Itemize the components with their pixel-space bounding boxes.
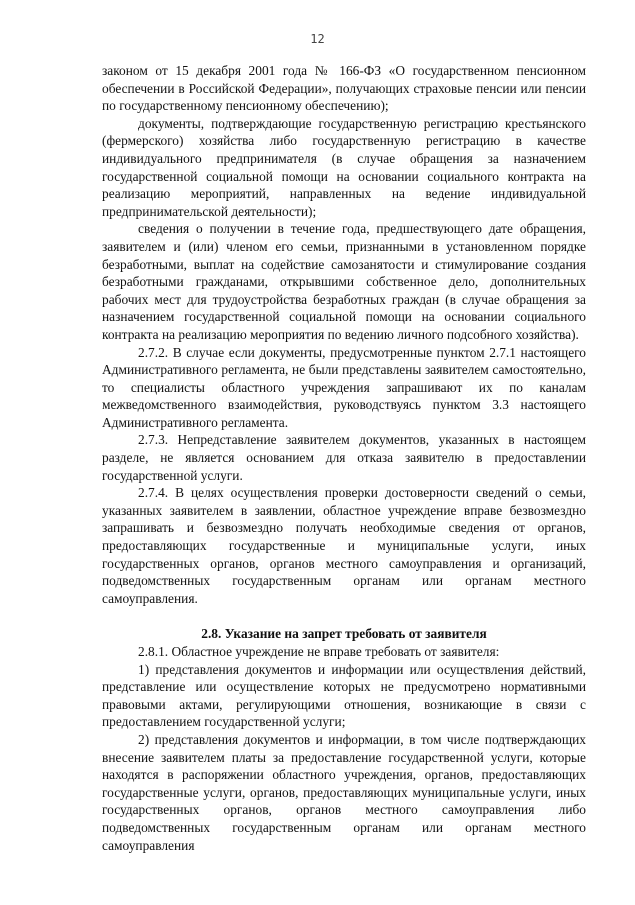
paragraph-pension-law: законом от 15 декабря 2001 года № 166-ФЗ «О государственном пенсионном обеспечении в Российской Федерации», получающих страховые пенсии или пенсии по государственному пенсионному обеспечению);: [102, 63, 586, 114]
paragraph-farm-registration: документы, подтверждающие государственную регистрацию крестьянского (фермерского) хозяйства либо государственную регистрацию в качестве индивидуального предпринимателя (в случае обращения за назначением государственной социальной помощи на основании социального контракта на реализацию мероприятий, направленных на ведение индивидуальной предпринимательской деятельности);: [102, 115, 586, 219]
paragraph-item-1: 1) представления документов и информации или осуществления действий, представление или осуществление которых не предусмотрено нормативными правовыми актами, регулирующими отношения, возникающие в связи с предоставлением государственной услуги;: [102, 661, 586, 730]
section-gap: [102, 607, 586, 625]
paragraph-2-8-1: 2.8.1. Областное учреждение не вправе требовать от заявителя:: [138, 644, 500, 659]
paragraph-2-7-3: 2.7.3. Непредставление заявителем документов, указанных в настоящем разделе, не является основанием для отказа заявителю в предоставлении государственной услуги.: [102, 432, 586, 483]
paragraph-2-7-4: 2.7.4. В целях осуществления проверки достоверности сведений о семьи, указанных заявителем в заявлении, областное учреждение вправе безвозмездно запрашивать и безвозмездно получать необходимые сведения от органов, предоставляющих государственные и муниципальные услуги, иных государственных органов, органов местного самоуправления и организаций, подведомственных государственным органам или органам местного самоуправления.: [102, 485, 586, 606]
paragraph-unemployment-payments: сведения о получении в течение года, предшествующего дате обращения, заявителем и (или) членом его семьи, признанными в установленном порядке безработными, выплат на содействие самозанятости и стимулирование создания безработными гражданами, открывшими собственное дело, дополнительных рабочих мест для трудоустройства безработных граждан (в случае обращения за назначением государственной социальной помощи на основании социального контракта на реализацию мероприятия по ведению личного подсобного хозяйства).: [102, 221, 586, 342]
paragraph-item-2: 2) представления документов и информации, в том числе подтверждающих внесение заявителем платы за предоставление государственной услуги, которые находятся в распоряжении областного учреждения, органов, предоставляющих государственные услуги, органов, предоставляющих муниципальные услуги, иных государственных органов, органов местного самоуправления либо подведомственных государственным органам или органам местного самоуправления: [102, 731, 586, 853]
section-heading-2-8: 2.8. Указание на запрет требовать от заявителя: [201, 626, 487, 642]
paragraph-2-7-2: 2.7.2. В случае если документы, предусмотренные пунктом 2.7.1 настоящего Административного регламента, не были представлены заявителем самостоятельно, то специалисты областного учреждения запрашивают их по каналам межведомственного взаимодействия, руководствуясь пунктом 3.3 настоящего Административного регламента.: [102, 344, 586, 430]
page-number: 12: [310, 32, 325, 46]
document-body: [102, 62, 586, 854]
